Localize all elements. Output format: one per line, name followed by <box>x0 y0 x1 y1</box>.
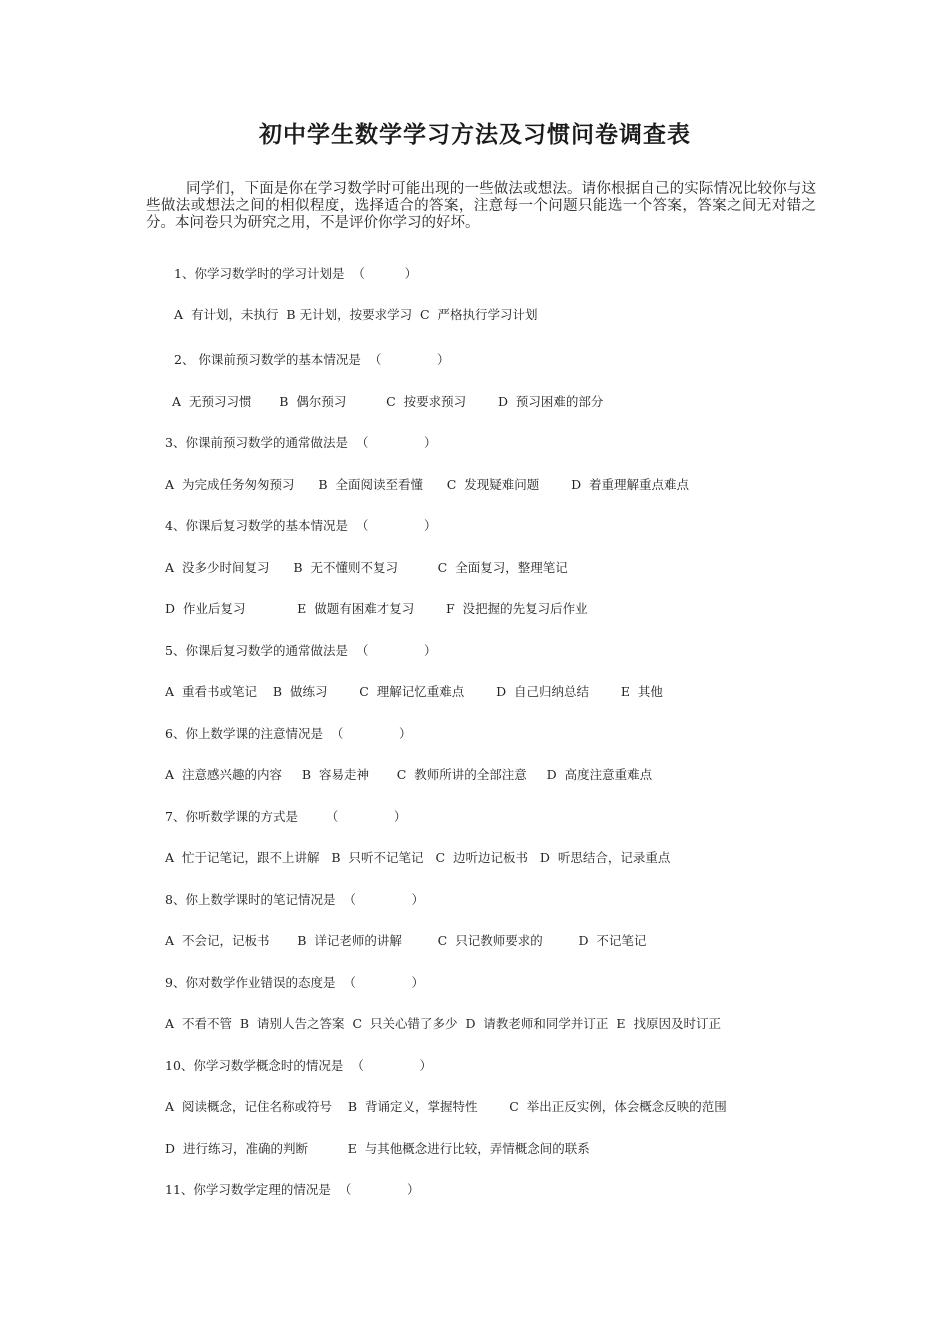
options-q2: A 无预习习惯 B 偶尔预习 C 按要求预习 D 预习困难的部分 <box>172 394 604 409</box>
question-1: 1、你学习数学时的学习计划是 （ ） <box>174 266 418 281</box>
options-q8: A 不会记，记板书 B 详记老师的讲解 C 只记教师要求的 D 不记笔记 <box>165 933 647 948</box>
question-10: 10、你学习数学概念时的情况是 （ ） <box>165 1058 432 1073</box>
options-q7: A 忙于记笔记，跟不上讲解 B 只听不记笔记 C 边听边记板书 D 听思结合，记录重点 <box>165 850 671 865</box>
options-q3: A 为完成任务匆匆预习 B 全面阅读至看懂 C 发现疑难问题 D 着重理解重点难点 <box>165 477 690 492</box>
options-q10-row1: A 阅读概念，记住名称或符号 B 背诵定义，掌握特性 C 举出正反实例，体会概念反映的范围 <box>165 1099 727 1114</box>
options-q1: A 有计划，未执行 B 无计划，按要求学习 C 严格执行学习计划 <box>174 307 538 322</box>
question-11: 11、你学习数学定理的情况是 （ ） <box>165 1182 420 1197</box>
question-2: 2、 你课前预习数学的基本情况是 （ ） <box>174 352 450 367</box>
document-title: 初中学生数学学习方法及习惯问卷调查表 <box>259 121 691 148</box>
options-q10-row2: D 进行练习，准确的判断 E 与其他概念进行比较，弄情概念间的联系 <box>165 1141 590 1156</box>
question-6: 6、你上数学课的注意情况是 （ ） <box>165 726 412 741</box>
question-8: 8、你上数学课时的笔记情况是 （ ） <box>165 892 425 907</box>
options-q5: A 重看书或笔记 B 做练习 C 理解记忆重难点 D 自己归纳总结 E 其他 <box>165 684 663 699</box>
options-q4-row2: D 作业后复习 E 做题有困难才复习 F 没把握的先复习后作业 <box>165 601 588 616</box>
question-9: 9、你对数学作业错误的态度是 （ ） <box>165 975 425 990</box>
question-5: 5、你课后复习数学的通常做法是 （ ） <box>165 643 437 658</box>
intro-paragraph: 同学们，下面是你在学习数学时可能出现的一些做法或想法。请你根据自己的实际情况比较你与这些做法或想法之间的相似程度，选择适合的答案，注意每一个问题只能选一个答案，答案之间无对错之分。本问卷只为研究之用，不是评价你学习的好坏。 <box>146 181 816 231</box>
question-7: 7、你听数学课的方式是 （ ） <box>165 809 407 824</box>
options-q4-row1: A 没多少时间复习 B 无不懂则不复习 C 全面复习，整理笔记 <box>165 560 568 575</box>
options-q9: A 不看不管 B 请别人告之答案 C 只关心错了多少 D 请教老师和同学并订正 E 找原因及时订正 <box>165 1016 721 1031</box>
options-q6: A 注意感兴趣的内容 B 容易走神 C 教师所讲的全部注意 D 高度注意重难点 <box>165 767 653 782</box>
question-4: 4、你课后复习数学的基本情况是 （ ） <box>165 518 437 533</box>
question-3: 3、你课前预习数学的通常做法是 （ ） <box>165 435 437 450</box>
